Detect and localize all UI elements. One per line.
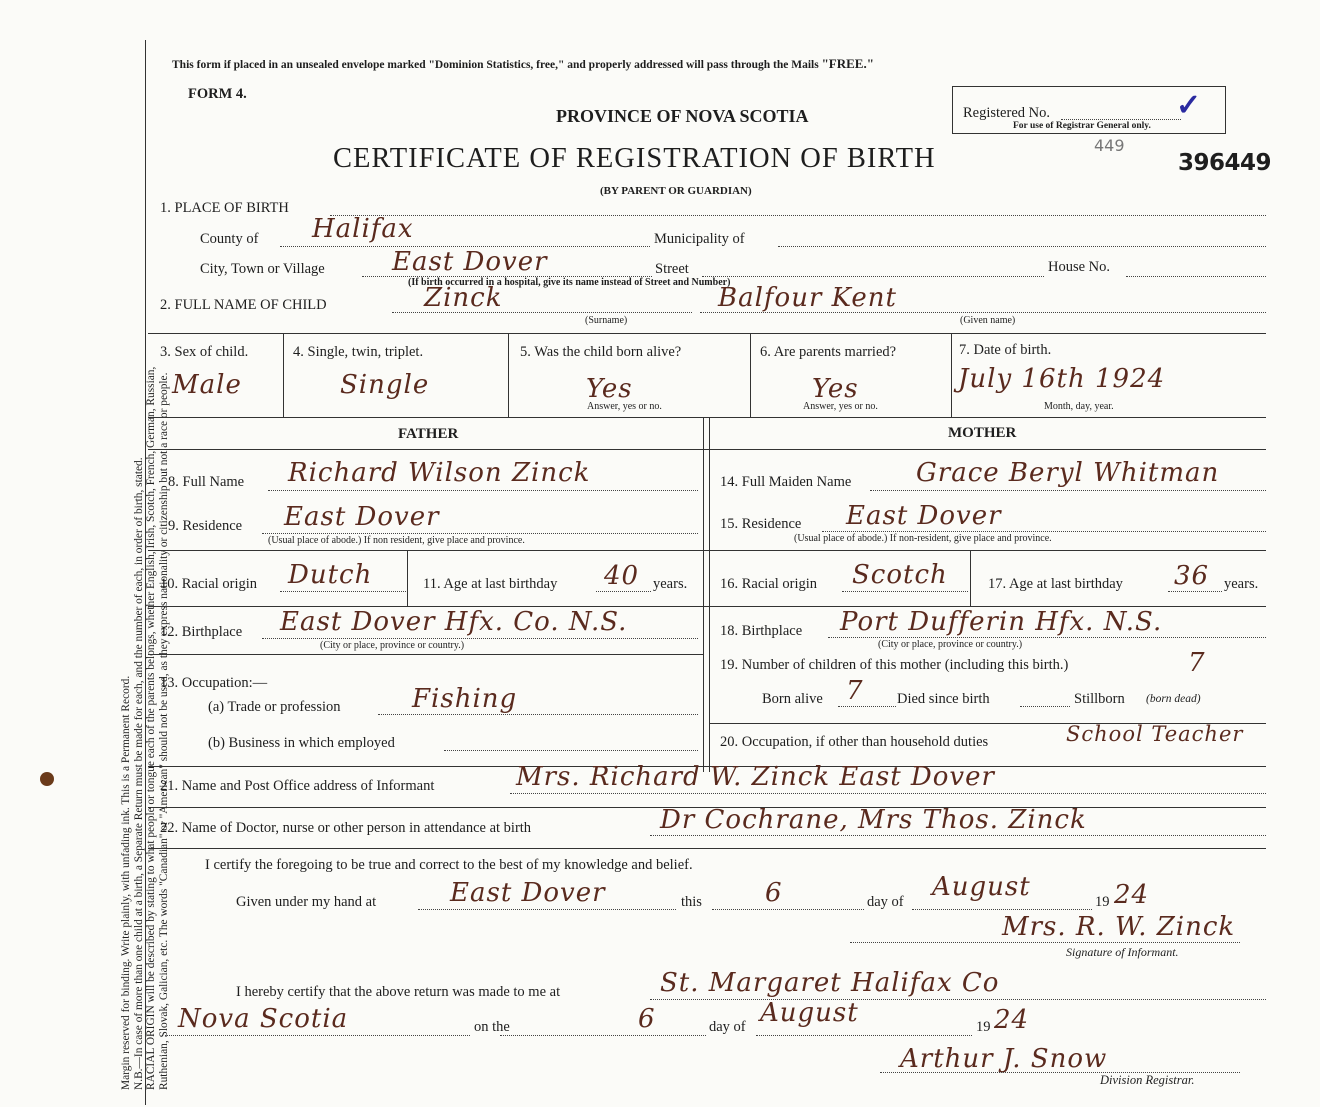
certification-statement: I certify the foregoing to be true and correct to the best of my knowledge and belief. [205, 857, 693, 873]
margin-rule [145, 40, 146, 1105]
registrar-caption: Division Registrar. [1100, 1073, 1195, 1087]
doctor-value: Dr Cochrane, Mrs Thos. Zinck [660, 805, 1087, 835]
mother-heading: MOTHER [948, 425, 1017, 441]
mother-residence-value: East Dover [846, 501, 1002, 531]
doctor-label: 22. Name of Doctor, nurse or other person in attendance at birth [160, 820, 532, 836]
col-rule [407, 550, 408, 606]
given-month: August [932, 872, 1031, 902]
father-business-label: (b) Business in which employed [208, 735, 395, 751]
city-label: City, Town or Village [200, 261, 325, 277]
mother-name-label: 14. Full Maiden Name [720, 474, 852, 490]
father-heading: FATHER [398, 426, 459, 442]
mother-name-line [870, 490, 1266, 491]
married-label: 6. Are parents married? [760, 344, 897, 360]
mother-birthplace-caption: (City or place, province or country.) [878, 639, 1023, 650]
father-name-value: Richard Wilson Zinck [288, 458, 591, 488]
check-mark-icon: ✓ [1176, 89, 1202, 122]
father-age-label: 11. Age at last birthday [423, 576, 558, 592]
children-count-label: 19. Number of children of this mother (including this birth.) [720, 657, 1069, 673]
col-rule [508, 333, 509, 417]
registered-line [1061, 119, 1181, 120]
father-age-value: 40 [604, 561, 640, 591]
col-rule [970, 550, 971, 606]
given-month-line [912, 909, 1092, 910]
signature-caption: Signature of Informant. [1066, 945, 1179, 959]
certificate-subtitle: (BY PARENT OR GUARDIAN) [600, 185, 752, 197]
surname-line [392, 312, 692, 313]
margin-line-1: Margin reserved for binding. Write plainly, with unfading ink. This is a Permanent Record. [120, 675, 132, 1090]
city-value: East Dover [392, 247, 548, 277]
registrar-signature: Arthur J. Snow [900, 1044, 1108, 1074]
mother-residence-label: 15. Residence [720, 516, 802, 532]
house-line [1126, 276, 1266, 277]
informant-label: 21. Name and Post Office address of Informant [160, 778, 435, 794]
registrar-year: 24 [994, 1005, 1030, 1035]
street-line [702, 276, 1044, 277]
given-label: Given under my hand at [236, 894, 377, 910]
col-rule [951, 333, 952, 417]
stillborn-label: Stillborn [1074, 691, 1125, 707]
margin-line-4: Ruthenian, Slovak, Galician, etc. The words "Canadian" or "American" should not be used, as they express nationality or citizenship but not a race or people. [157, 372, 170, 1090]
father-birthplace-value: East Dover Hfx. Co. N.S. [280, 607, 628, 637]
county-value: Halifax [312, 214, 414, 244]
dob-value: July 16th 1924 [958, 364, 1166, 394]
father-age-line [596, 591, 651, 592]
row-rule [148, 333, 1266, 334]
place-of-birth-heading: 1. PLACE OF BIRTH [160, 200, 289, 216]
row-rule [148, 550, 1266, 551]
father-birthplace-caption: (City or place, province or country.) [320, 640, 465, 651]
father-birthplace-line [262, 638, 698, 639]
mother-age-line [1168, 591, 1222, 592]
father-birthplace-label: 12. Birthplace [160, 624, 243, 640]
mail-notice [172, 56, 874, 72]
father-racial-value: Dutch [288, 560, 373, 590]
father-residence-label: 9. Residence [168, 518, 243, 534]
margin-line-3: RACIAL ORIGIN will be described by stating to what people or tongue each of the parents belongs, whether English, Irish, Scotch, French, German, Russian, [145, 366, 158, 1090]
row-rule [148, 417, 1266, 418]
mother-age-label: 17. Age at last birthday [988, 576, 1123, 592]
row-rule [148, 654, 703, 655]
married-caption: Answer, yes or no. [803, 401, 878, 412]
father-residence-value: East Dover [284, 502, 440, 532]
registrar-day: 6 [638, 1004, 656, 1034]
registrar-on-label: on the [474, 1019, 510, 1035]
divider-right [709, 417, 710, 772]
plurality-label: 4. Single, twin, triplet. [293, 344, 424, 360]
registrar-province: Nova Scotia [178, 1004, 349, 1034]
registrar-month: August [760, 998, 859, 1028]
alive-value: Yes [586, 374, 633, 404]
father-residence-line [262, 533, 698, 534]
municipality-label: Municipality of [654, 231, 745, 247]
registrar-month-line [756, 1035, 972, 1036]
father-racial-line [280, 591, 406, 592]
died-line [1020, 706, 1070, 707]
binding-hole [40, 772, 54, 786]
children-count-value: 7 [1188, 648, 1206, 678]
mother-occupation-value: School Teacher [1066, 722, 1244, 746]
father-name-line [268, 490, 698, 491]
registrar-province-line [165, 1035, 470, 1036]
penciled-number: 449 [1094, 136, 1125, 155]
given-place: East Dover [450, 878, 606, 908]
street-note: (If birth occurred in a hospital, give its name instead of Street and Number) [408, 277, 731, 288]
mother-residence-line [822, 531, 1266, 532]
given-year-prefix: 19 [1095, 894, 1110, 910]
mother-age-value: 36 [1174, 561, 1210, 591]
given-line [700, 312, 1266, 313]
signature-line [850, 942, 1240, 943]
form-number: FORM 4. [188, 86, 247, 102]
plurality-value: Single [340, 370, 430, 400]
place-line [330, 215, 1266, 216]
registered-note: For use of Registrar General only. [1013, 121, 1151, 131]
father-age-suffix: years. [653, 576, 688, 592]
mother-birthplace-line [828, 637, 1266, 638]
row-rule [148, 449, 1266, 450]
given-year: 24 [1114, 880, 1150, 910]
child-surname: Zinck [424, 283, 503, 313]
given-place-line [418, 909, 676, 910]
died-label: Died since birth [897, 691, 990, 707]
given-caption: (Given name) [960, 315, 1016, 326]
margin-line-2: N.B.—In case of more than one child at a birth, a Separate Return must be made for each, and the number of each, in order of birth, stated. [132, 457, 145, 1090]
mother-racial-line [842, 591, 968, 592]
municipality-line [778, 246, 1266, 247]
informant-line [510, 793, 1266, 794]
mother-birthplace-label: 18. Birthplace [720, 623, 803, 639]
house-label: House No. [1048, 259, 1111, 275]
registrar-year-prefix: 19 [976, 1019, 991, 1035]
registrar-day-label: day of [709, 1019, 746, 1035]
stillborn-note: (born dead) [1146, 693, 1201, 705]
alive-caption: Answer, yes or no. [587, 401, 662, 412]
child-given-name: Balfour Kent [718, 283, 897, 313]
born-alive-line [838, 706, 896, 707]
father-racial-label: 10. Racial origin [160, 576, 258, 592]
mother-name-value: Grace Beryl Whitman [916, 458, 1220, 488]
street-label: Street [655, 261, 689, 277]
born-alive-value: 7 [846, 676, 864, 706]
registrar-place: St. Margaret Halifax Co [660, 968, 1000, 998]
province-heading: PROVINCE OF NOVA SCOTIA [556, 106, 809, 126]
given-day-label: day of [867, 894, 904, 910]
mother-birthplace-value: Port Dufferin Hfx. N.S. [840, 607, 1163, 637]
certificate-title: CERTIFICATE OF REGISTRATION OF BIRTH [333, 143, 936, 174]
registered-label: Registered No. [963, 105, 1050, 121]
father-trade-value: Fishing [412, 684, 518, 714]
dob-caption: Month, day, year. [1044, 401, 1114, 412]
stamped-number: 396449 [1178, 150, 1272, 176]
business-line [444, 750, 698, 751]
dob-label: 7. Date of birth. [959, 342, 1052, 358]
given-day: 6 [765, 878, 783, 908]
married-value: Yes [812, 374, 859, 404]
child-name-label: 2. FULL NAME OF CHILD [160, 297, 327, 313]
mother-racial-value: Scotch [852, 560, 948, 590]
informant-value: Mrs. Richard W. Zinck East Dover [516, 762, 995, 792]
col-rule [750, 333, 751, 417]
col-rule [283, 333, 284, 417]
mail-notice-text: This form if placed in an unsealed envelope marked "Dominion Statistics, free," and properly addressed will pass through the Mails [172, 59, 822, 71]
registrar-statement: I hereby certify that the above return was made to me at [236, 984, 561, 1000]
sex-label: 3. Sex of child. [160, 344, 249, 360]
mother-racial-label: 16. Racial origin [720, 576, 818, 592]
given-day-line [712, 909, 864, 910]
trade-line [378, 714, 698, 715]
sex-value: Male [172, 370, 242, 400]
mail-notice-free: "FREE." [821, 56, 874, 71]
mother-age-suffix: years. [1224, 576, 1259, 592]
divider-left [703, 417, 704, 772]
mother-residence-caption: (Usual place of abode.) If non-resident, give place and province. [794, 533, 1052, 544]
row-rule [148, 848, 1266, 849]
born-alive-label: Born alive [762, 691, 823, 707]
registrar-day-line [500, 1035, 706, 1036]
informant-signature: Mrs. R. W. Zinck [1002, 912, 1236, 942]
alive-label: 5. Was the child born alive? [520, 344, 682, 360]
mother-occupation-label: 20. Occupation, if other than household duties [720, 734, 989, 750]
father-trade-label: (a) Trade or profession [208, 699, 341, 715]
father-name-label: 8. Full Name [168, 474, 245, 490]
county-label: County of [200, 231, 259, 247]
father-occupation-label: 13. Occupation:— [160, 675, 268, 691]
surname-caption: (Surname) [585, 315, 628, 326]
doctor-line [650, 835, 1266, 836]
father-residence-caption: (Usual place of abode.) If non resident, give place and province. [268, 535, 525, 546]
this-label: this [681, 894, 702, 910]
registrar-place-line [650, 999, 1266, 1000]
